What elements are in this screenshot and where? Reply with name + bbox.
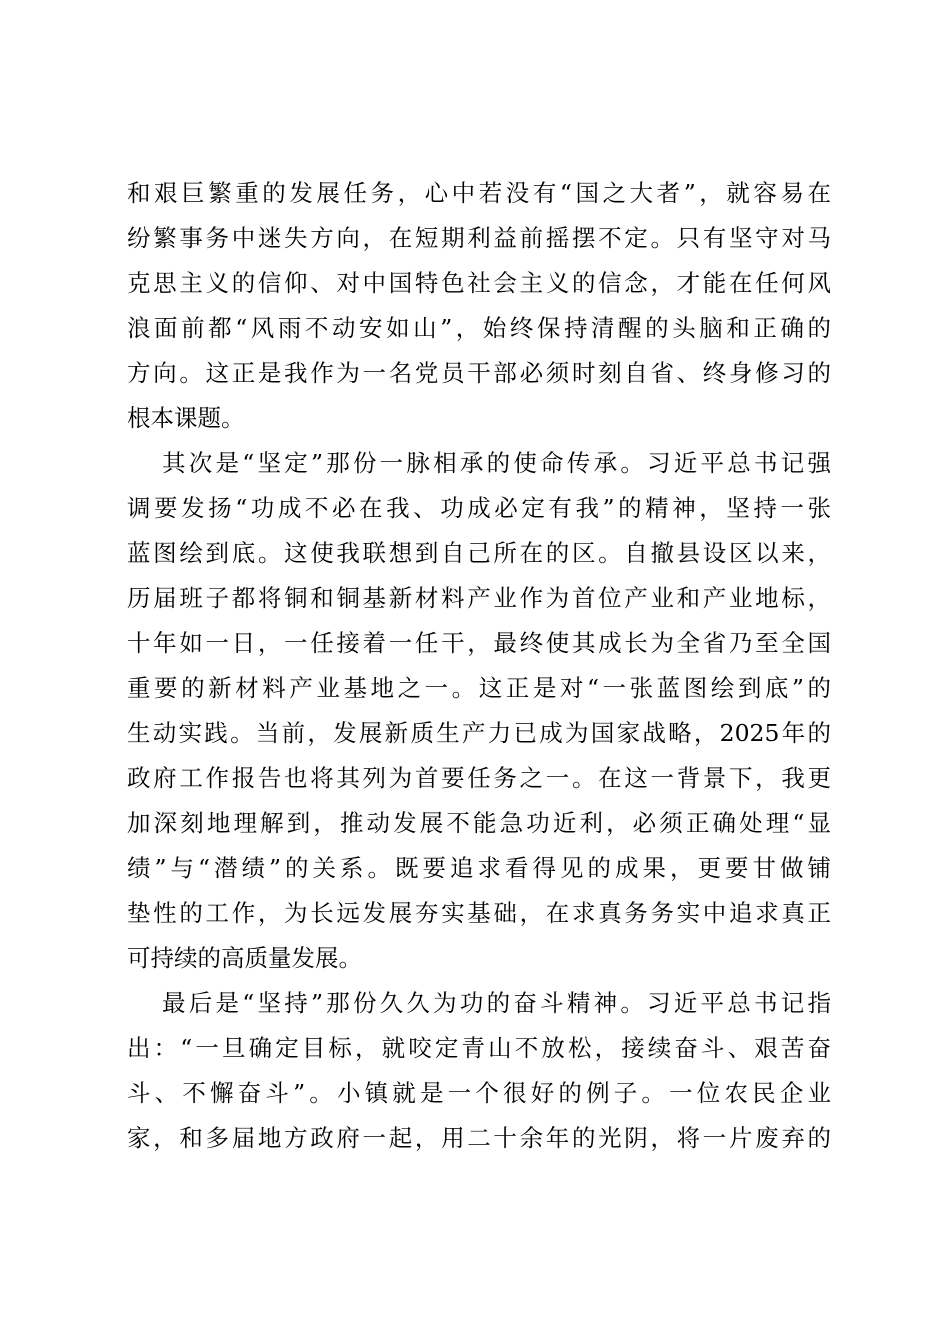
paragraph-line: 纷繁事务中迷失方向，在短期利益前摇摆不定。只有坚守对马	[127, 224, 831, 252]
paragraph-line: 斗、不懈奋斗”。小镇就是一个很好的例子。一位农民企业	[127, 1079, 831, 1107]
paragraph-line: 克思主义的信仰、对中国特色社会主义的信念，才能在任何风	[127, 269, 831, 297]
paragraph-line: 十年如一日，一任接着一任干，最终使其成长为全省乃至全国	[127, 629, 831, 657]
paragraph-line: 和艰巨繁重的发展任务，心中若没有“国之大者”，就容易在	[127, 179, 831, 207]
paragraph-line: 根本课题。	[127, 404, 245, 432]
paragraph-first-line: 最后是“坚持”那份久久为功的奋斗精神。习近平总书记指	[162, 989, 831, 1017]
paragraph-line: 重要的新材料产业基地之一。这正是对“一张蓝图绘到底”的	[127, 674, 831, 702]
paragraph-line: 浪面前都“风雨不动安如山”，始终保持清醒的头脑和正确的	[127, 314, 831, 342]
paragraph-line: 家，和多届地方政府一起，用二十余年的光阴，将一片废弃的	[127, 1124, 831, 1152]
paragraph-line: 加深刻地理解到，推动发展不能急功近利，必须正确处理“显	[127, 809, 831, 837]
paragraph-line: 垫性的工作，为长远发展夯实基础，在求真务务实中追求真正	[127, 899, 831, 927]
paragraph-line: 方向。这正是我作为一名党员干部必须时刻自省、终身修习的	[127, 359, 831, 387]
paragraph-line: 蓝图绘到底。这使我联想到自己所在的区。自撤县设区以来，	[127, 539, 831, 567]
paragraph-line: 可持续的高质量发展。	[127, 944, 362, 972]
paragraph-line: 政府工作报告也将其列为首要任务之一。在这一背景下，我更	[127, 764, 831, 792]
paragraph-line: 出：“一旦确定目标，就咬定青山不放松，接续奋斗、艰苦奋	[127, 1034, 831, 1062]
paragraph-line: 历届班子都将铜和铜基新材料产业作为首位产业和产业地标，	[127, 584, 831, 612]
paragraph-line: 调要发扬“功成不必在我、功成必定有我”的精神，坚持一张	[127, 494, 831, 522]
paragraph-first-line: 其次是“坚定”那份一脉相承的使命传承。习近平总书记强	[162, 449, 831, 477]
paragraph-line: 绩”与“潜绩”的关系。既要追求看得见的成果，更要甘做铺	[127, 854, 831, 882]
body-text	[127, 171, 831, 1161]
paragraph-line: 生动实践。当前，发展新质生产力已成为国家战略，2025年的	[127, 719, 831, 747]
